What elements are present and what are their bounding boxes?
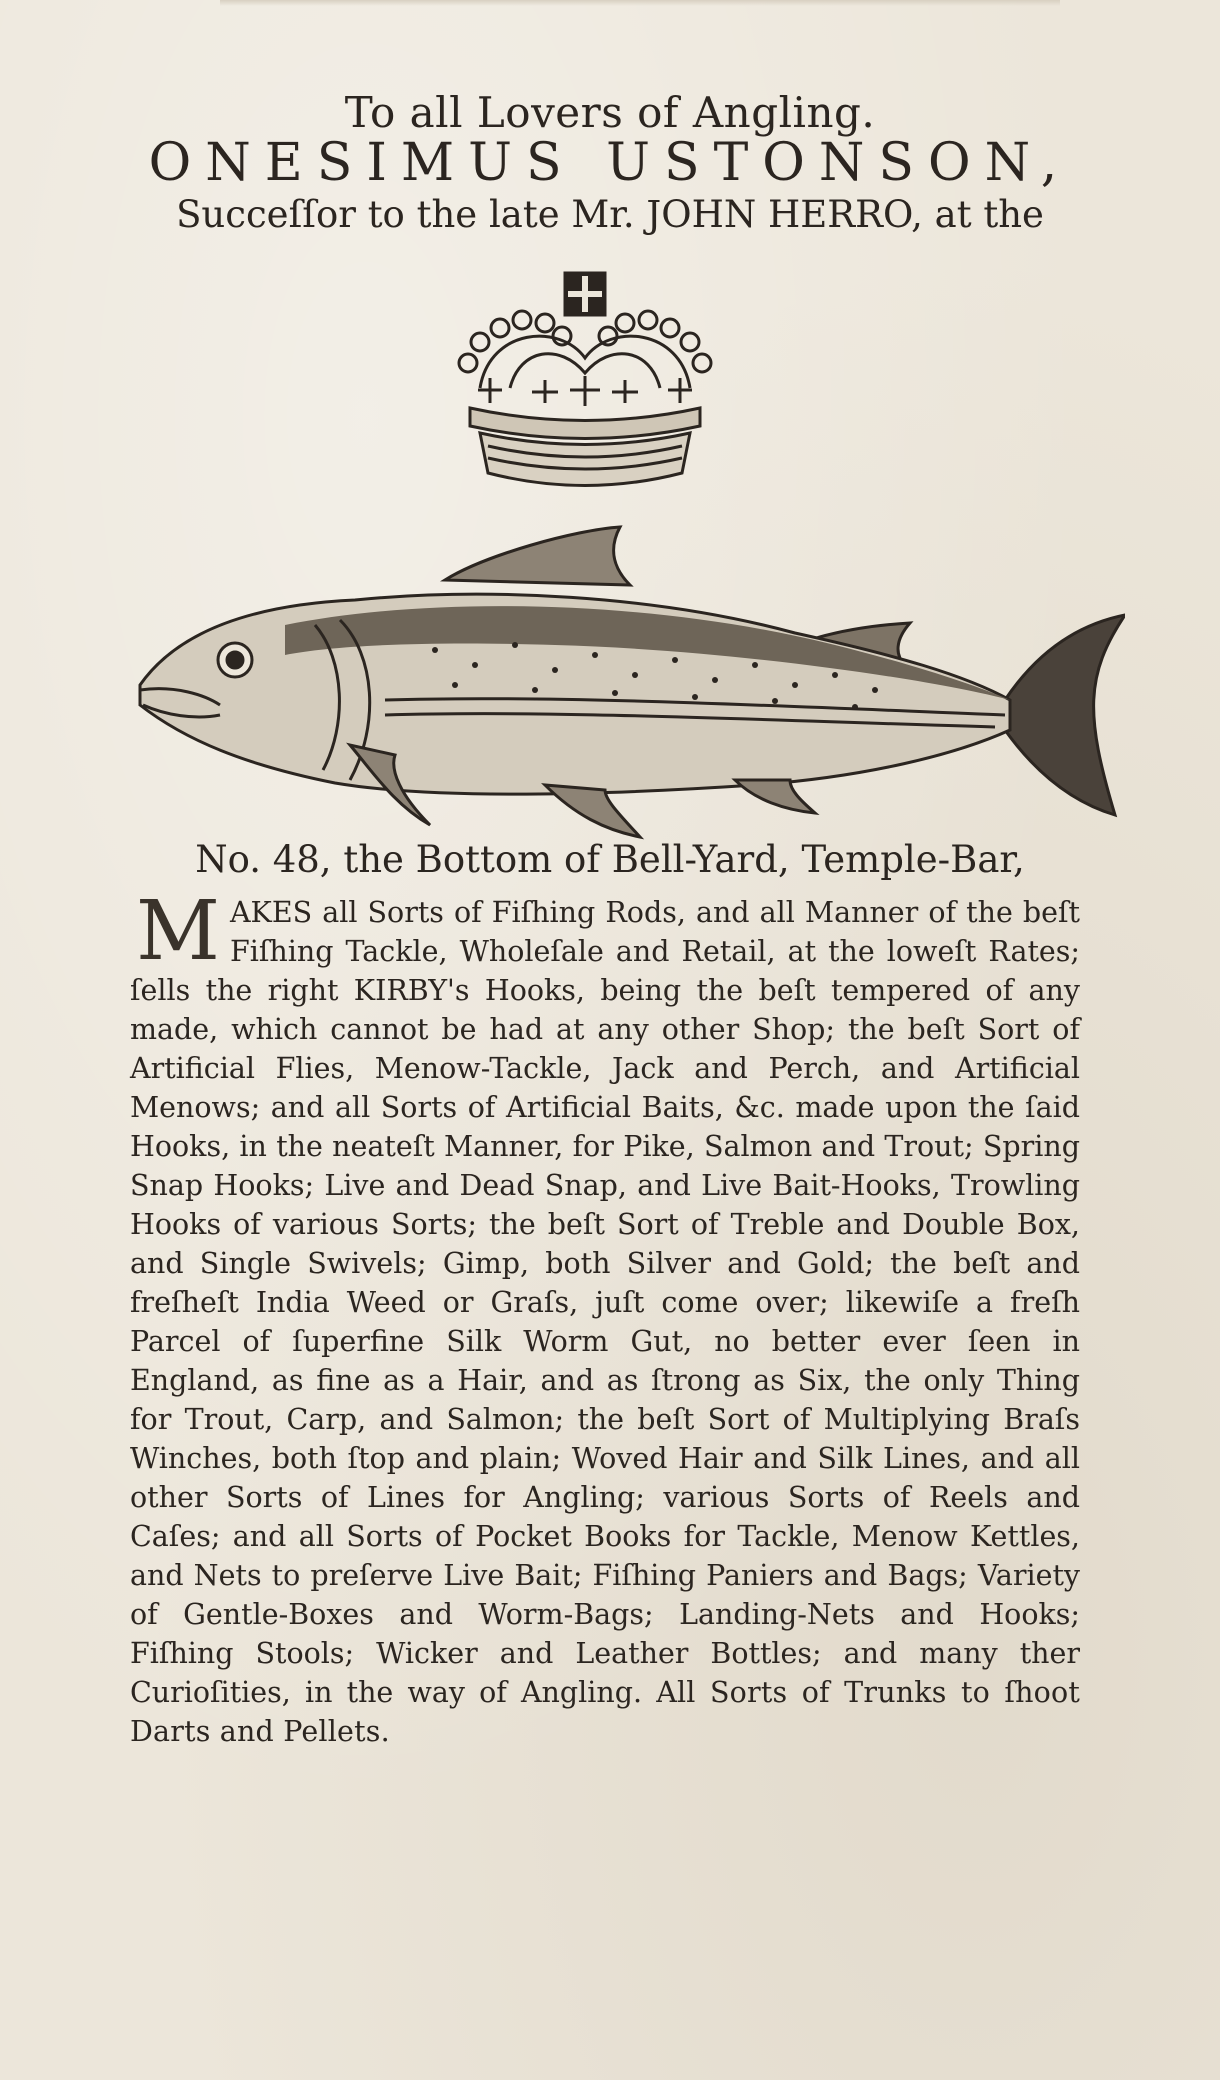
advertisement-closing: All Sorts of Trunks to ſhoot Darts and Pellets. bbox=[130, 1676, 1080, 1748]
header-line-2: ONESIMUS USTONSON, bbox=[148, 133, 1072, 193]
advertisement-text: AKES all Sorts of Fiſhing Rods, and all Manner of the beſt Fiſhing Tackle, Wholeſale and Retail, at the loweſt Rates; ſells the right KIRBY's Hooks, being the beſt tempered of any made, which cannot be had at any other Shop; the beſt Sort of Artificial Flies, Menow-Tackle, Jack and Perch, and Artificial Menows; and all Sorts of Artificial Baits, &c. made upon the ſaid Hooks, in the neateſt Manner, for Pike, Salmon and Trout; Spring Snap Hooks; Live and Dead Snap, and Live Bait-Hooks, Trowling Hooks of various Sorts; the beſt Sort of Treble and Double Box, and Single Swivels; Gimp, both Silver and Gold; the beſt and freſheſt India Weed or Graſs, juſt come over; likewiſe a freſh Parcel of ſuperfine Silk Worm Gut, no better ever ſeen in England, as fine as a Hair, and as ſtrong as Six, the only Thing for Trout, Carp, and Salmon; the beſt Sort of Multiplying Braſs Winches, both ſtop and plain; Woved Hair and Silk Lines, and all other Sorts of Lines for Angling; various Sorts of Reels and Caſes; and all Sorts of Pocket Books for Tackle, Menow Kettles, and Nets to preſerve Live Bait; Fiſhing Paniers and Bags; Variety of Gentle-Boxes and Worm-Bags; Landing-Nets and Hooks; Fiſhing Stools; Wicker and Leather Bottles; and many ther Curioſities, in the way of Angling. bbox=[130, 896, 1080, 1709]
page-edge bbox=[220, 0, 1060, 6]
shop-address: No. 48, the Bottom of Bell-Yard, Temple-Bar, bbox=[195, 838, 1025, 881]
header-line-3: Succeſſor to the late Mr. JOHN HERRO, at the bbox=[176, 193, 1044, 236]
crown-illustration bbox=[450, 268, 720, 490]
header-line-1: To all Lovers of Angling. bbox=[344, 88, 876, 137]
drop-cap: M bbox=[136, 884, 220, 979]
advertisement-body bbox=[130, 884, 1080, 1751]
salmon-illustration bbox=[135, 515, 1125, 845]
